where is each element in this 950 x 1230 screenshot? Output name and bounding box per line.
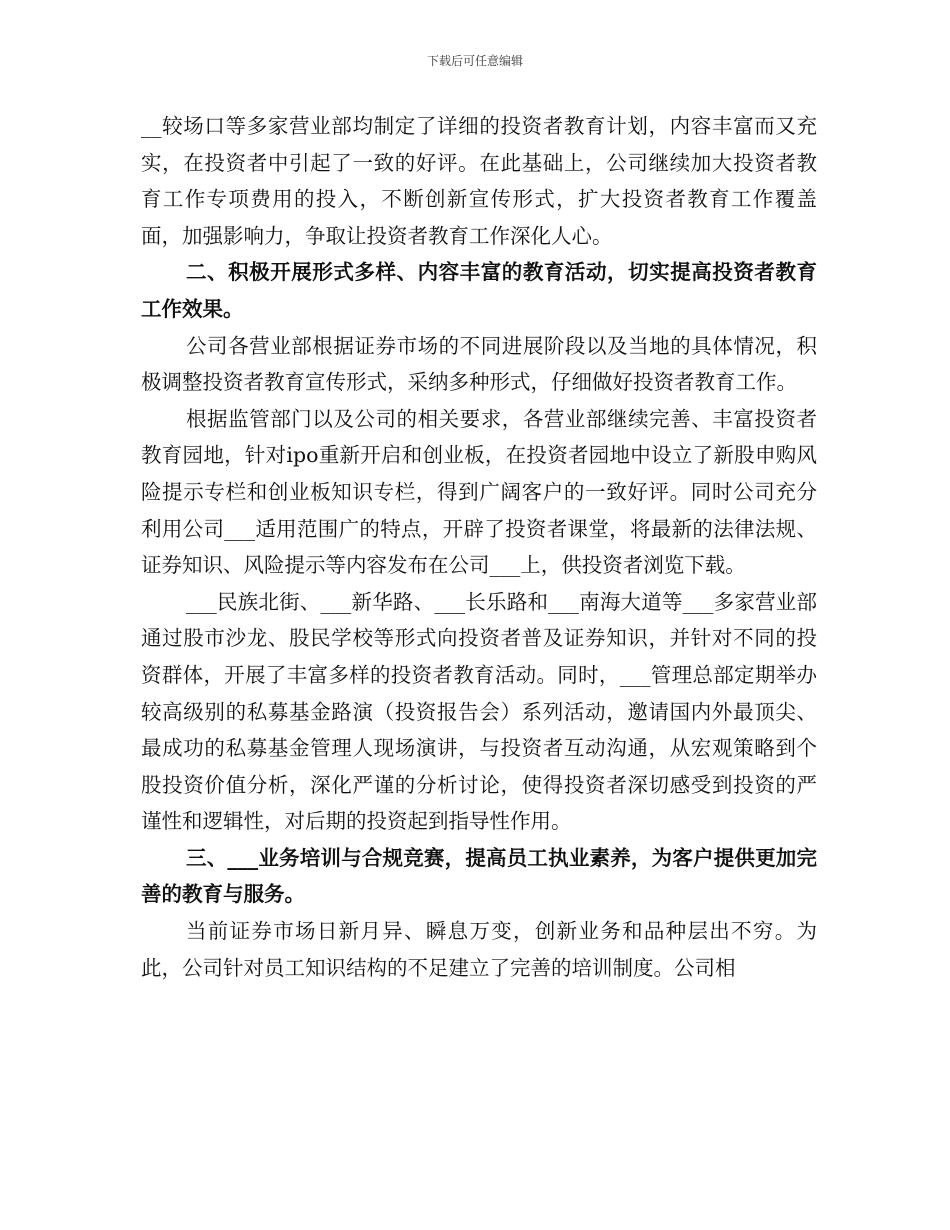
page-header: 下载后可任意编辑 [426,54,523,68]
section-heading: 三、___业务培训与合规竞赛，提高员工执业素养，为客户提供更加完善的教育与服务。 [141,845,817,907]
paragraph: 当前证券市场日新月异、瞬息万变，创新业务和品种层出不穷。为此，公司针对员工知识结构的不足建立了完善的培训制度。公司相 [141,919,817,980]
section-heading: 二、积极开展形式多样、内容丰富的教育活动，切实提高投资者教育工作效果。 [141,260,817,321]
paragraph: __较场口等多家营业部均制定了详细的投资者教育计划，内容丰富而又充实，在投资者中引起了一致的好评。在此基础上，公司继续加大投资者教育工作专项费用的投入，不断创新宣传形式，扩大投资者教育工作覆盖面，加强影响力，争取让投资者教育工作深化人心。 [141,114,817,248]
paragraph: 根据监管部门以及公司的相关要求，各营业部继续完善、丰富投资者教育园地，针对ipo重新开启和创业板，在投资者园地中设立了新股申购风险提示专栏和创业板知识专栏，得到广阔客户的一致好评。同时公司充分利用公司___适用范围广的特点，开辟了投资者课堂，将最新的法律法规、证券知识、风险提示等内容发布在公司___上，供投资者浏览下载。 [141,406,817,578]
document-body [141,108,817,986]
paragraph: 公司各营业部根据证券市场的不同进展阶段以及当地的具体情况，积极调整投资者教育宣传形式，采纳多种形式，仔细做好投资者教育工作。 [141,333,817,395]
paragraph: ___民族北街、___新华路、___长乐路和___南海大道等___多家营业部通过股市沙龙、股民学校等形式向投资者普及证券知识，并针对不同的投资群体，开展了丰富多样的投资者教育活动。同时，___管理总部定期举办较高级别的私募基金路演（投资报告会）系列活动，邀请国内外最顶尖、最成功的私募基金管理人现场演讲，与投资者互动沟通，从宏观策略到个股投资价值分析，深化严谨的分析讨论，使得投资者深切感受到投资的严谨性和逻辑性，对后期的投资起到指导性作用。 [141,589,817,834]
